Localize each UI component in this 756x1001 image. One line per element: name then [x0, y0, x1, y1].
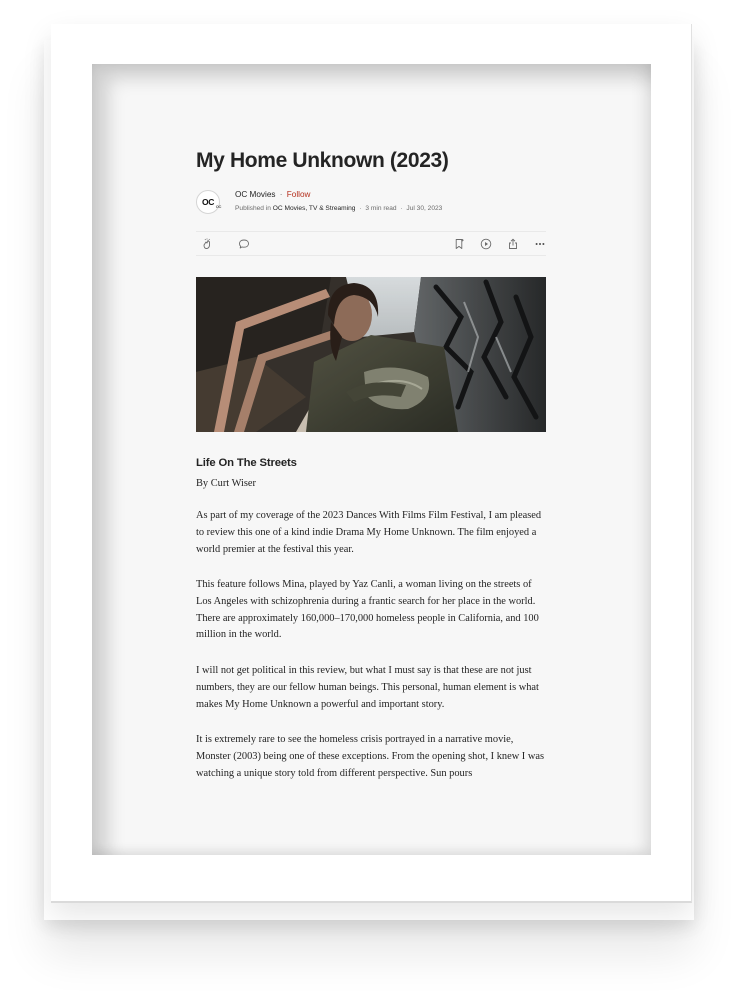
author-block	[235, 190, 442, 212]
article-title: My Home Unknown (2023)	[196, 149, 449, 172]
more-icon	[534, 238, 546, 250]
more-button[interactable]	[534, 238, 546, 250]
actions-right	[438, 238, 546, 250]
paragraph-2: This feature follows Mina, played by Yaz Canli, a woman living on the streets of Los Angeles with schizophrenia during a frantic search for her place in the world. There are approximately 160,000–170,000 homeless people in California, and 100 million in the world.	[196, 579, 539, 641]
paragraph-3: I will not get political in this review, but what I must say is that these are not just numbers, they are our fellow human beings. This personal, human element is what makes My Home Unknown a powerful and important story.	[196, 665, 539, 710]
actions-left	[196, 238, 270, 250]
published-prefix: Published in	[235, 204, 271, 212]
clap-button[interactable]	[201, 238, 213, 250]
article-actions-bar	[196, 231, 546, 256]
bookmark-icon	[453, 238, 465, 250]
separator-dot: ·	[359, 204, 362, 212]
separator-dot: ·	[279, 190, 283, 200]
bookmark-button[interactable]	[453, 238, 465, 250]
avatar-subtext: OC	[215, 204, 221, 210]
share-button[interactable]	[507, 238, 519, 250]
separator-dot: ·	[400, 204, 403, 212]
article	[196, 148, 546, 782]
author-line	[235, 190, 442, 199]
listen-button[interactable]	[480, 238, 492, 250]
clap-icon	[201, 238, 213, 250]
section-heading: Life On The Streets	[196, 457, 297, 470]
framed-article-page	[92, 64, 651, 855]
byline	[196, 190, 546, 214]
read-time: 3 min read	[365, 204, 397, 212]
publication-link[interactable]: OC Movies, TV & Streaming	[272, 204, 356, 212]
paragraph-1: As part of my coverage of the 2023 Dances With Films Film Festival, I am pleased to review this one of a kind indie Drama My Home Unknown. The film enjoyed a world premier at the festival this year.	[196, 510, 542, 555]
comment-icon	[238, 238, 250, 250]
paragraph-4: It is extremely rare to see the homeless crisis portrayed in a narrative movie, Monster (2003) being one of these exceptions. From the opening shot, I knew I was watching a unique story told from different perspective. Sun pours	[196, 734, 545, 779]
follow-link[interactable]: Follow	[286, 190, 311, 200]
avatar-text: OC	[202, 197, 214, 208]
publish-date: Jul 30, 2023	[406, 204, 443, 212]
publication-meta	[235, 205, 442, 213]
play-icon	[480, 238, 492, 250]
comment-button[interactable]	[238, 238, 250, 250]
share-icon	[507, 238, 519, 250]
hero-image	[196, 277, 546, 432]
author-name[interactable]: OC Movies	[235, 190, 276, 200]
article-byline: By Curt Wiser	[196, 478, 256, 490]
publication-avatar[interactable]	[196, 190, 220, 214]
